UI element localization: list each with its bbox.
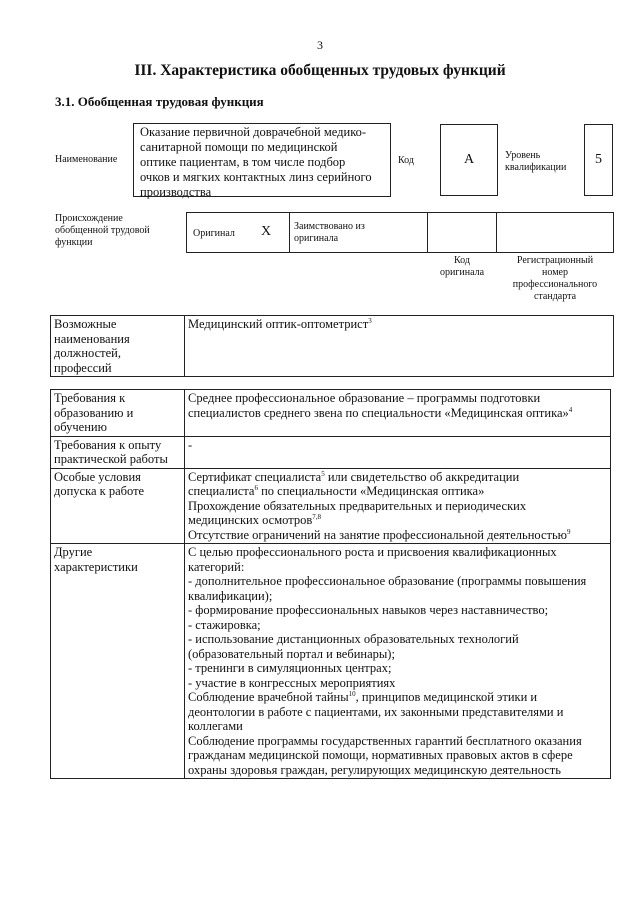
function-name-line: производства [140,185,212,199]
positions-label: Возможные наименования должностей, профессий [51,316,185,377]
function-name-line: санитарной помощи по медицинской [140,140,338,154]
reg-number-caption: Регистрационный номер профессионального стандарта [512,255,598,302]
code-original-caption: Код оригинала [439,255,485,278]
original-label: Оригинал [193,228,235,239]
level-value: 5 [584,124,613,196]
code-value: A [440,124,498,196]
function-name-line: Оказание первичной доврачебной медико- [140,125,367,139]
positions-value: Медицинский оптик-оптометрист$^3$ [185,316,614,377]
origin-table [186,212,614,253]
origin-divider [496,212,497,253]
other-label: Другие характеристики [51,544,185,779]
section-title: III. Характеристика обобщенных трудовых функций [134,62,506,79]
origin-divider [289,212,290,253]
name-label: Наименование [55,154,118,165]
positions-table [50,315,614,377]
special-label: Особые условия допуска к работе [51,468,185,544]
function-name-line: очков и мягких контактных линз серийного [140,170,372,184]
experience-label: Требования к опыту практической работы [51,436,185,468]
education-value: Среднее профессиональное образование – программы подготовки специалистов среднего звена по специальности «Медицинская оптика»$^4$ [185,390,611,437]
borrowed-label: Заимствовано из оригинала [294,221,365,244]
original-mark: X [261,224,272,239]
origin-label: Происхождение обобщенной трудовой функции [55,213,150,248]
page-number: 3 [317,38,323,52]
special-value: Сертификат специалиста$^5$ или свидетельство об аккредитации специалиста$^6$ по специальности «Медицинская оптика» Прохождение обязательных предварительных и периодических медицинских осмотров$^{7,8}$ Отсутствие ограничений на занятие профессиональной деятельностью$^9$ [185,468,611,544]
level-label: Уровень квалификации [505,150,567,173]
function-name-line: оптике пациентам, в том числе подбор [140,155,346,169]
subsection-title: 3.1. Обобщенная трудовая функция [55,94,264,109]
requirements-table [50,389,611,779]
other-value: С целью профессионального роста и присвоения квалификационных категорий: - дополнительное профессиональное образование (программы повышения квалификации); - формирование профессиональных навыков через наставничество; - стажировка; - использование дистанционных образовательных технологий (образовательный портал и вебинары); - тренинги в симуляционных центрах; - участие в конгрессных мероприятиях Соблюдение врачебной тайны$^{10}$, принципов медицинской этики и деонтологии в работе с пациентами, их законными представителями и коллегами Соблюдение программы государственных гарантий бесплатного оказания гражданам медицинской помощи, нормативных правовых актов в сфере охраны здоровья граждан, регулирующих медицинскую деятельность [185,544,611,779]
code-label: Код [398,155,414,166]
function-name-box [133,123,391,197]
education-label: Требования к образованию и обучению [51,390,185,437]
origin-divider [427,212,428,253]
experience-value: - [185,436,611,468]
